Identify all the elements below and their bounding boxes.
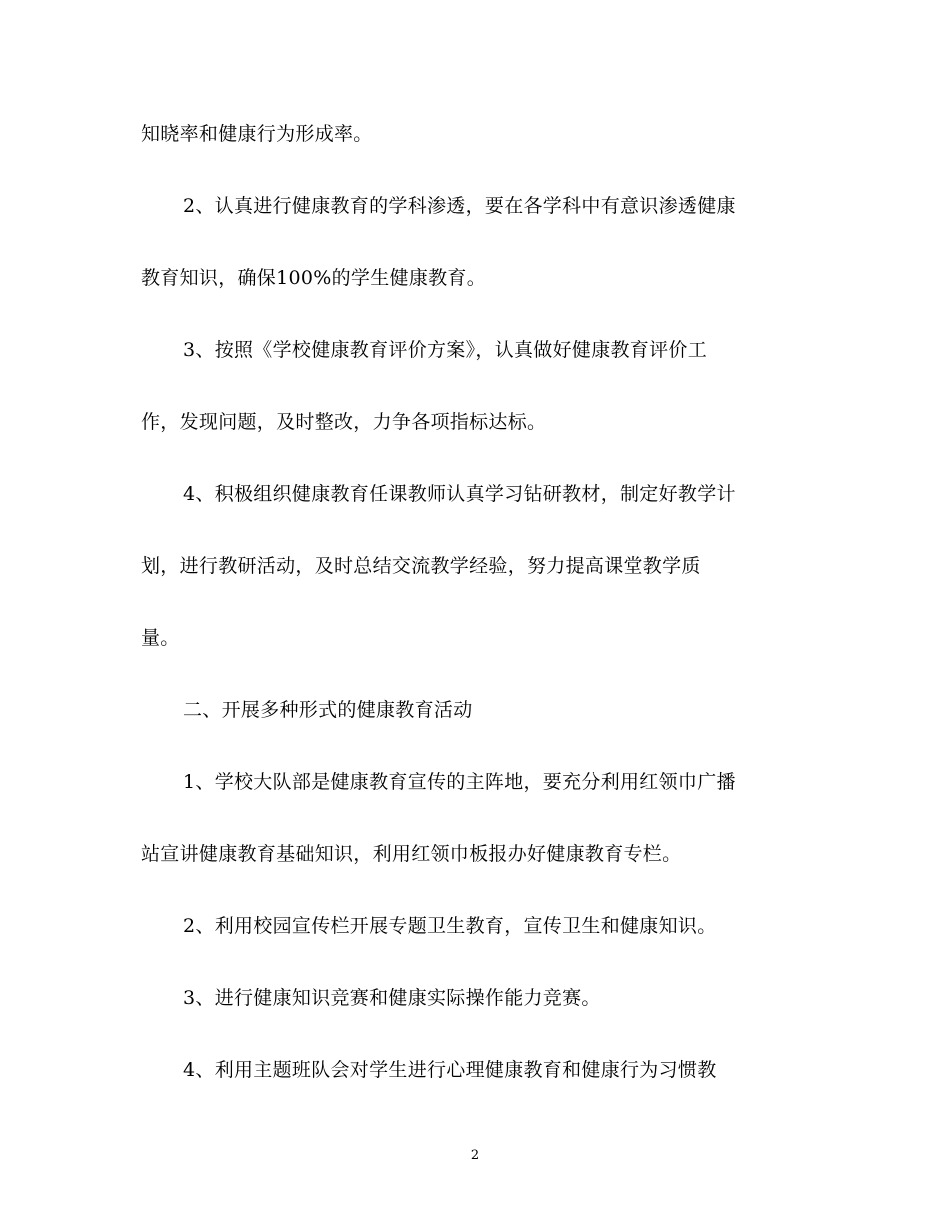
text-line: 1、学校大队部是健康教育宣传的主阵地，要充分利用红领巾广播	[183, 771, 736, 793]
text-line: 知晓率和健康行为形成率。	[141, 123, 373, 145]
text-line: 2、认真进行健康教育的学科渗透，要在各学科中有意识渗透健康	[183, 195, 736, 217]
text-line: 站宣讲健康教育基础知识，利用红领巾板报办好健康教育专栏。	[141, 843, 682, 865]
text-line: 3、按照《学校健康教育评价方案》，认真做好健康教育评价工	[183, 339, 707, 361]
page-number: 2	[470, 1148, 480, 1163]
text-line: 作，发现问题，及时整改，力争各项指标达标。	[141, 411, 547, 433]
text-line: 4、积极组织健康教育任课教师认真学习钻研教材，制定好教学计	[183, 483, 736, 505]
text-line: 2、利用校园宣传栏开展专题卫生教育，宣传卫生和健康知识。	[183, 915, 717, 937]
text-line: 教育知识，确保100%的学生健康教育。	[141, 267, 487, 289]
text-line: 3、进行健康知识竞赛和健康实际操作能力竞赛。	[183, 987, 601, 1009]
text-line: 4、利用主题班队会对学生进行心理健康教育和健康行为习惯教	[183, 1059, 717, 1081]
document-body	[141, 122, 821, 1130]
section-heading: 二、开展多种形式的健康教育活动	[183, 699, 473, 721]
text-line: 划，进行教研活动，及时总结交流教学经验，努力提高课堂教学质	[141, 555, 701, 577]
text-line: 量。	[141, 627, 180, 649]
